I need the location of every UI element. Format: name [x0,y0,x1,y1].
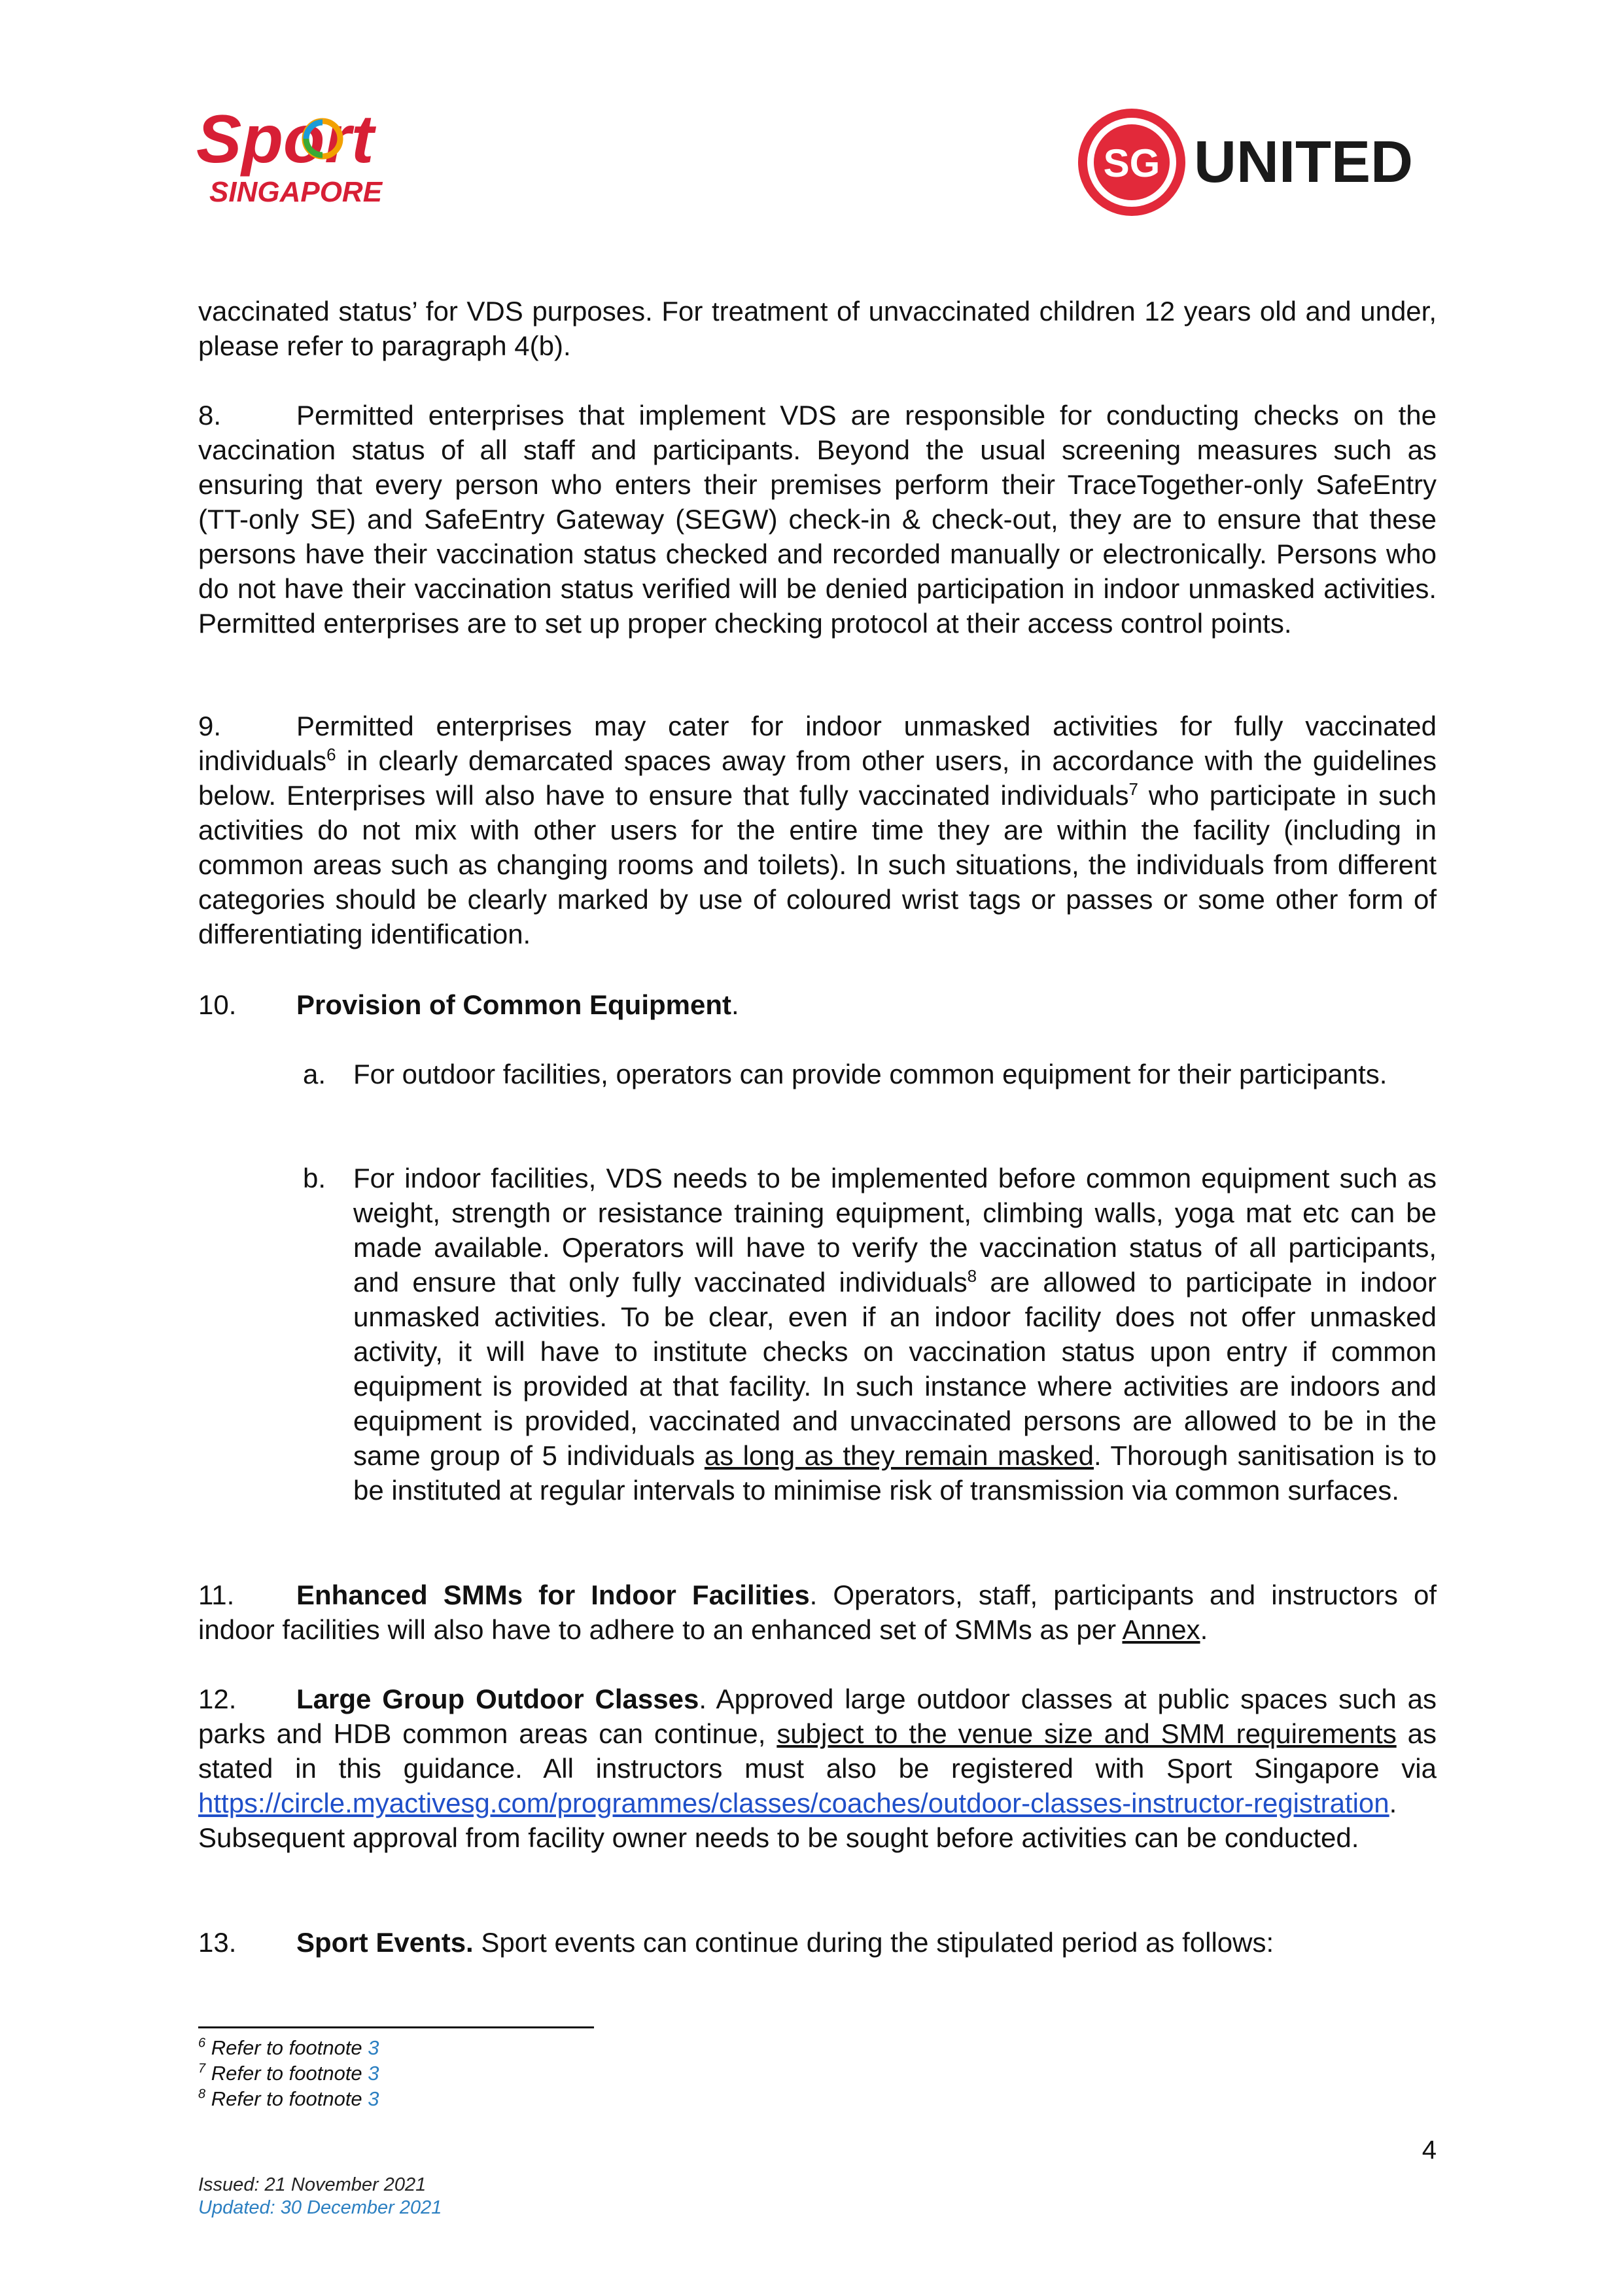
paragraph-12 [198,1682,1437,1855]
paragraph-9 [198,709,1437,951]
list-text-part: For indoor facilities, VDS needs to be implemented before common equipment such as weight, strength or resistance training equipment, climbing walls, yoga mat etc can be made available. Operators will have to verify the vaccination status of all participants, and ensure that only fully vaccinated individuals [353,1163,1437,1298]
paragraph-number: 9. [198,711,222,741]
footnote-text: Refer to footnote [211,2087,368,2110]
page-number: 4 [1422,2136,1437,2164]
paragraph-heading: Sport Events. [296,1927,474,1958]
footnote-link[interactable]: 3 [368,2036,379,2059]
list-text-part: are allowed to participate in indoor unmasked activities. To be clear, even if an indoor facility does not offer unmasked activity, it will have to institute checks on vaccination status upon entry if common equipment is provided at that facility. In such instance where activities are indoors and equipment is provided, vaccinated and unvaccinated persons are allowed to be in the same group of 5 individuals [353,1267,1437,1471]
sg-united-logo [1073,105,1426,216]
paragraph-11 [198,1578,1437,1647]
footnote-ref-8[interactable]: 8 [967,1266,977,1286]
paragraph-number: 12. [198,1684,237,1714]
footnote-separator [198,2026,594,2028]
heading-period: . [731,989,739,1020]
footnote-ref-6[interactable]: 6 [326,745,336,764]
annex-link[interactable]: Annex [1122,1614,1200,1645]
paragraph-text: in clearly demarcated spaces away from other users, in accordance with the guidelines below. Enterprises will also have to ensure that fully vaccinated individuals [198,745,1437,811]
sport-singapore-logo [196,105,445,229]
paragraph-text: . Operators, staff, participants and instructors of indoor facilities will also have to adhere to an enhanced set of SMMs as per [198,1580,1437,1645]
footnote-6 [198,2036,379,2060]
paragraph-text: . Approved large outdoor classes at public spaces such as parks and HDB common areas can continue, [198,1684,1437,1749]
footnote-8 [198,2087,379,2111]
footnote-7 [198,2062,379,2085]
paragraph-text: who participate in such activities do not mix with other users for the entire time they are within the facility (including in common areas such as changing rooms and toilets). In such situations, the individuals from different categories should be clearly marked by use of coloured wrist tags or passes or some other form of differentiating identification. [198,780,1437,949]
paragraph-heading: Enhanced SMMs for Indoor Facilities [296,1580,810,1610]
footnote-link[interactable]: 3 [368,2087,379,2110]
paragraph-continued: vaccinated status’ for VDS purposes. For treatment of unvaccinated children 12 years old and under, please refer to paragraph 4(b). [198,296,1437,361]
list-letter: a. [303,1059,326,1089]
paragraph-8 [198,398,1437,641]
paragraph-text: . [1200,1614,1208,1645]
paragraph-text: Permitted enterprises that implement VDS are responsible for conducting checks on the vaccination status of all staff and participants. Beyond the usual screening measures such as ensuring that every person who enters their premises perform their TraceTogether-only SafeEntry (TT-only SE) and SafeEntry Gateway (SEGW) check-in & check-out, they are to ensure that these persons have their vaccination status checked and recorded manually or electronically. Persons who do not have their vaccination status verified will be denied participation in indoor unmasked activities. Permitted enterprises are to set up proper checking protocol at their access control points. [198,400,1437,639]
paragraph-number: 11. [198,1580,235,1610]
underlined-phrase: subject to the venue size and SMM requirements [777,1718,1397,1749]
paragraph-10 [198,987,1437,1022]
paragraph-number: 8. [198,400,222,431]
footnote-number: 6 [198,2036,206,2051]
sg-united-word: UNITED [1194,130,1413,195]
paragraph-text: Permitted enterprises may cater for indoor unmasked activities for fully vaccinated individuals [198,711,1437,776]
footnote-link[interactable]: 3 [368,2062,379,2085]
list-text: For outdoor facilities, operators can provide common equipment for their participants. [353,1059,1387,1089]
list-text-part: . Thorough sanitisation is to be instituted at regular intervals to minimise risk of transmission via common surfaces. [353,1440,1437,1506]
paragraph-text: Sport events can continue during the stipulated period as follows: [473,1927,1274,1958]
footnote-number: 8 [198,2087,206,2102]
registration-url-link[interactable]: https://circle.myactivesg.com/programmes/classes/coaches/outdoor-classes-instructor-registration [198,1788,1389,1818]
paragraph-13 [198,1925,1437,1960]
list-letter: b. [303,1163,326,1193]
paragraph-text: as stated in this guidance. All instructors must also be registered with Sport Singapore via [198,1718,1437,1784]
underlined-phrase: as long as they remain masked [704,1440,1094,1471]
sg-badge-text: SG [1103,141,1161,185]
footnote-text: Refer to footnote [211,2062,368,2085]
list-text [353,1161,1437,1508]
updated-date: Updated: 30 December 2021 [198,2197,442,2218]
paragraph-number: 10. [198,989,237,1020]
footnote-ref-7[interactable]: 7 [1128,779,1138,799]
list-item-b [303,1161,1437,1508]
paragraph-heading: Large Group Outdoor Classes [296,1684,699,1714]
footnote-number: 7 [198,2061,206,2076]
issued-date: Issued: 21 November 2021 [198,2174,427,2195]
paragraph-text: . Subsequent approval from facility owner needs to be sought before activities can be conducted. [198,1788,1397,1853]
footnote-text: Refer to footnote [211,2036,368,2059]
paragraph-number: 13. [198,1927,237,1958]
paragraph-heading: Provision of Common Equipment [296,989,732,1020]
sport-logo-word: Sport [196,105,374,177]
sport-logo-tagline: SINGAPORE [209,176,383,208]
list-item-a [303,1057,1437,1091]
